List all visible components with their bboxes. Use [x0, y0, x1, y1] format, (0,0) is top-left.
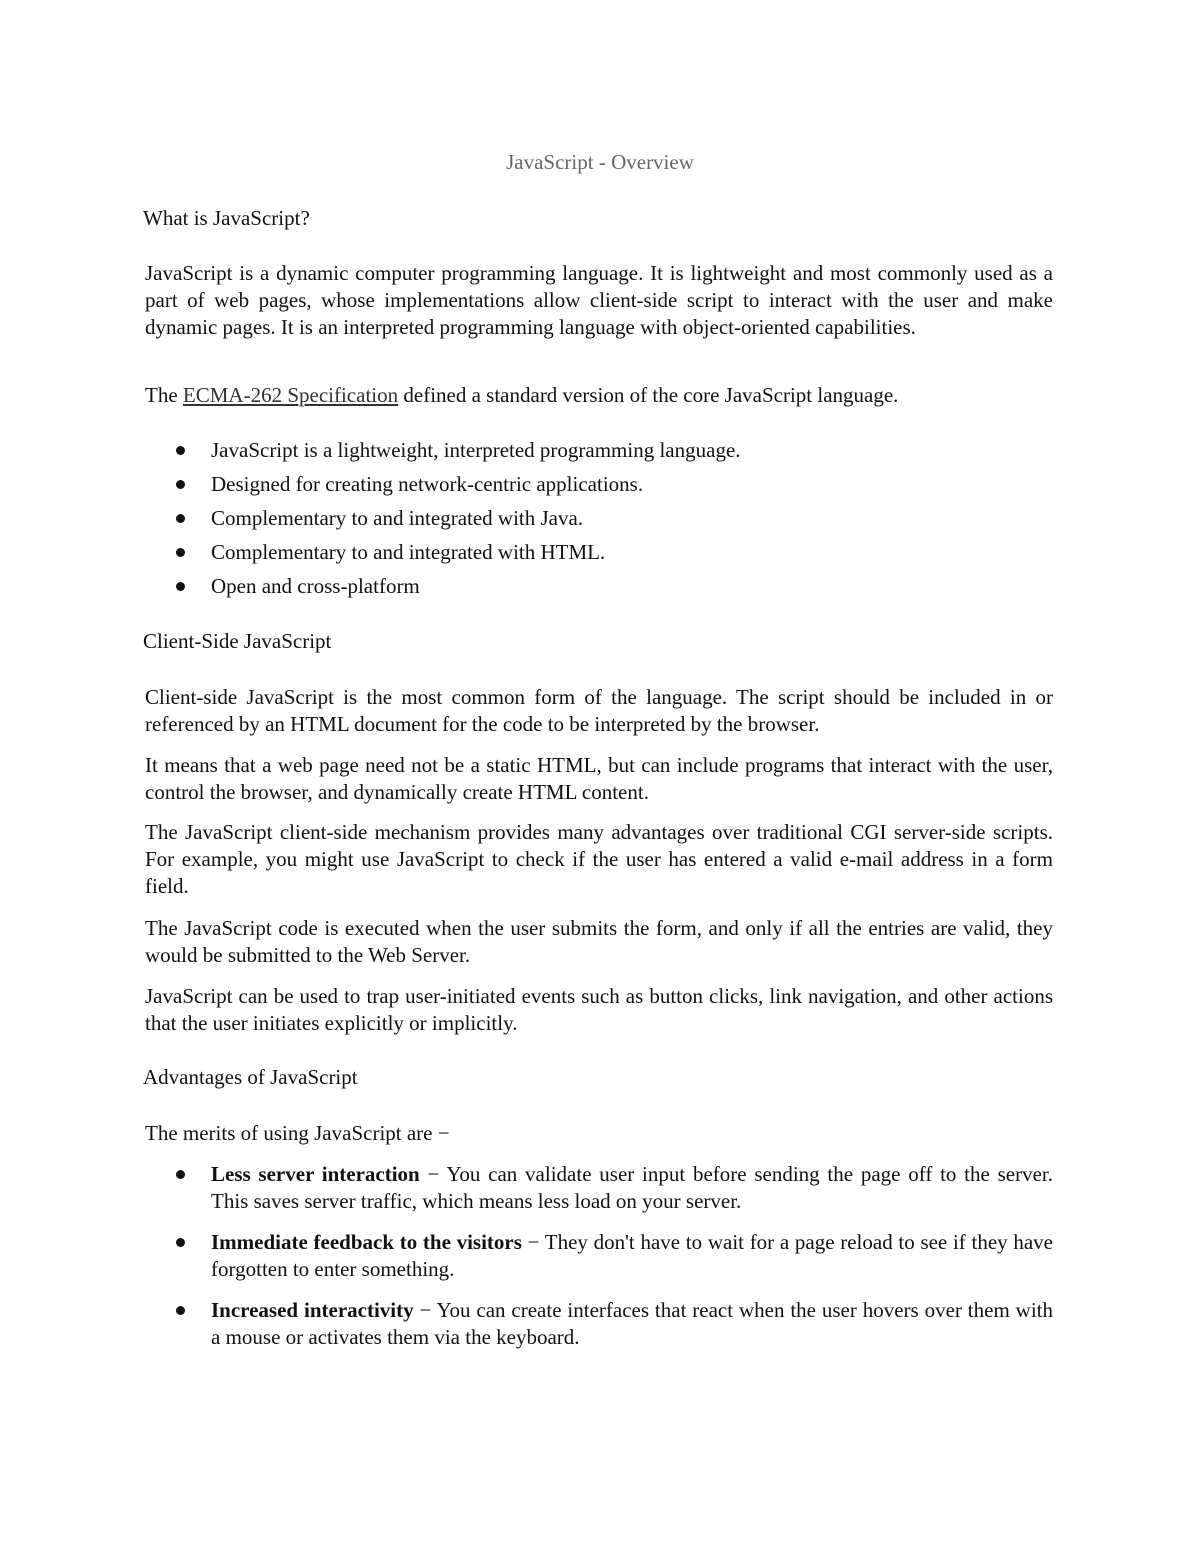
list-item [0, 1297, 1053, 1351]
list-item [0, 505, 1200, 539]
ecma-suffix: defined a standard version of the core JavaScript language. [398, 383, 899, 407]
client-paragraph-3: The JavaScript client-side mechanism provides many advantages over traditional CGI server-side scripts. For example, you might use JavaScript to check if the user has entered a valid e-mail address in a form field. [145, 820, 1053, 898]
document-title: JavaScript - Overview [506, 150, 694, 174]
list-item [0, 1229, 1053, 1283]
list-item-text: Complementary to and integrated with HTML. [211, 540, 606, 564]
client-paragraph-4: The JavaScript code is executed when the user submits the form, and only if all the entries are valid, they would be submitted to the Web Server. [145, 916, 1053, 967]
section-heading-advantages: Advantages of JavaScript [143, 1065, 358, 1089]
bullet-icon [176, 582, 185, 591]
javascript-features-list [0, 437, 1200, 607]
ecma-specification-link[interactable]: ECMA-262 Specification [182, 383, 399, 407]
list-item-text: Designed for creating network-centric applications. [211, 472, 644, 496]
advantage-text: − You can create interfaces that react when the user hovers over them with a mouse or activates them via the keyboard. [211, 1298, 1054, 1349]
ecma-paragraph [145, 382, 1053, 409]
client-paragraph-2: It means that a web page need not be a static HTML, but can include programs that interact with the user, control the browser, and dynamically create HTML content. [145, 753, 1053, 804]
list-item [0, 471, 1200, 505]
section-heading-client-side: Client-Side JavaScript [143, 629, 332, 653]
list-item [0, 1161, 1053, 1215]
advantage-text: − They don't have to wait for a page reload to see if they have forgotten to enter something. [211, 1230, 1053, 1281]
advantages-intro: The merits of using JavaScript are − [145, 1121, 450, 1145]
bullet-icon [176, 446, 185, 455]
list-item [0, 573, 1200, 607]
bullet-icon [176, 548, 185, 557]
advantage-term: Increased interactivity [211, 1298, 414, 1322]
advantage-term: Less server interaction [211, 1162, 420, 1186]
bullet-icon [176, 480, 185, 489]
advantage-text: − You can validate user input before sending the page off to the server. This saves server traffic, which means less load on your server. [211, 1162, 1053, 1213]
section-heading-what: What is JavaScript? [143, 206, 310, 230]
list-item-text: Complementary to and integrated with Java. [211, 506, 584, 530]
list-item-text: Open and cross-platform [211, 574, 420, 598]
bullet-icon [176, 514, 185, 523]
bullet-icon [176, 1238, 185, 1247]
list-item [0, 539, 1200, 573]
client-paragraph-5: JavaScript can be used to trap user-initiated events such as button clicks, link navigation, and other actions that the user initiates explicitly or implicitly. [145, 984, 1053, 1035]
bullet-icon [176, 1306, 185, 1315]
client-paragraph-1: Client-side JavaScript is the most common form of the language. The script should be included in or referenced by an HTML document for the code to be interpreted by the browser. [145, 685, 1053, 736]
bullet-icon [176, 1170, 185, 1179]
list-item [0, 437, 1200, 471]
advantage-term: Immediate feedback to the visitors [211, 1230, 522, 1254]
advantages-list [0, 1161, 1200, 1365]
list-item-text: JavaScript is a lightweight, interpreted programming language. [211, 438, 741, 462]
what-intro-paragraph: JavaScript is a dynamic computer programming language. It is lightweight and most commonly used as a part of web pages, whose implementations allow client-side script to interact with the user and make dynamic pages. It is an interpreted programming language with object-oriented capabilities. [145, 261, 1053, 339]
ecma-prefix: The [145, 383, 183, 407]
